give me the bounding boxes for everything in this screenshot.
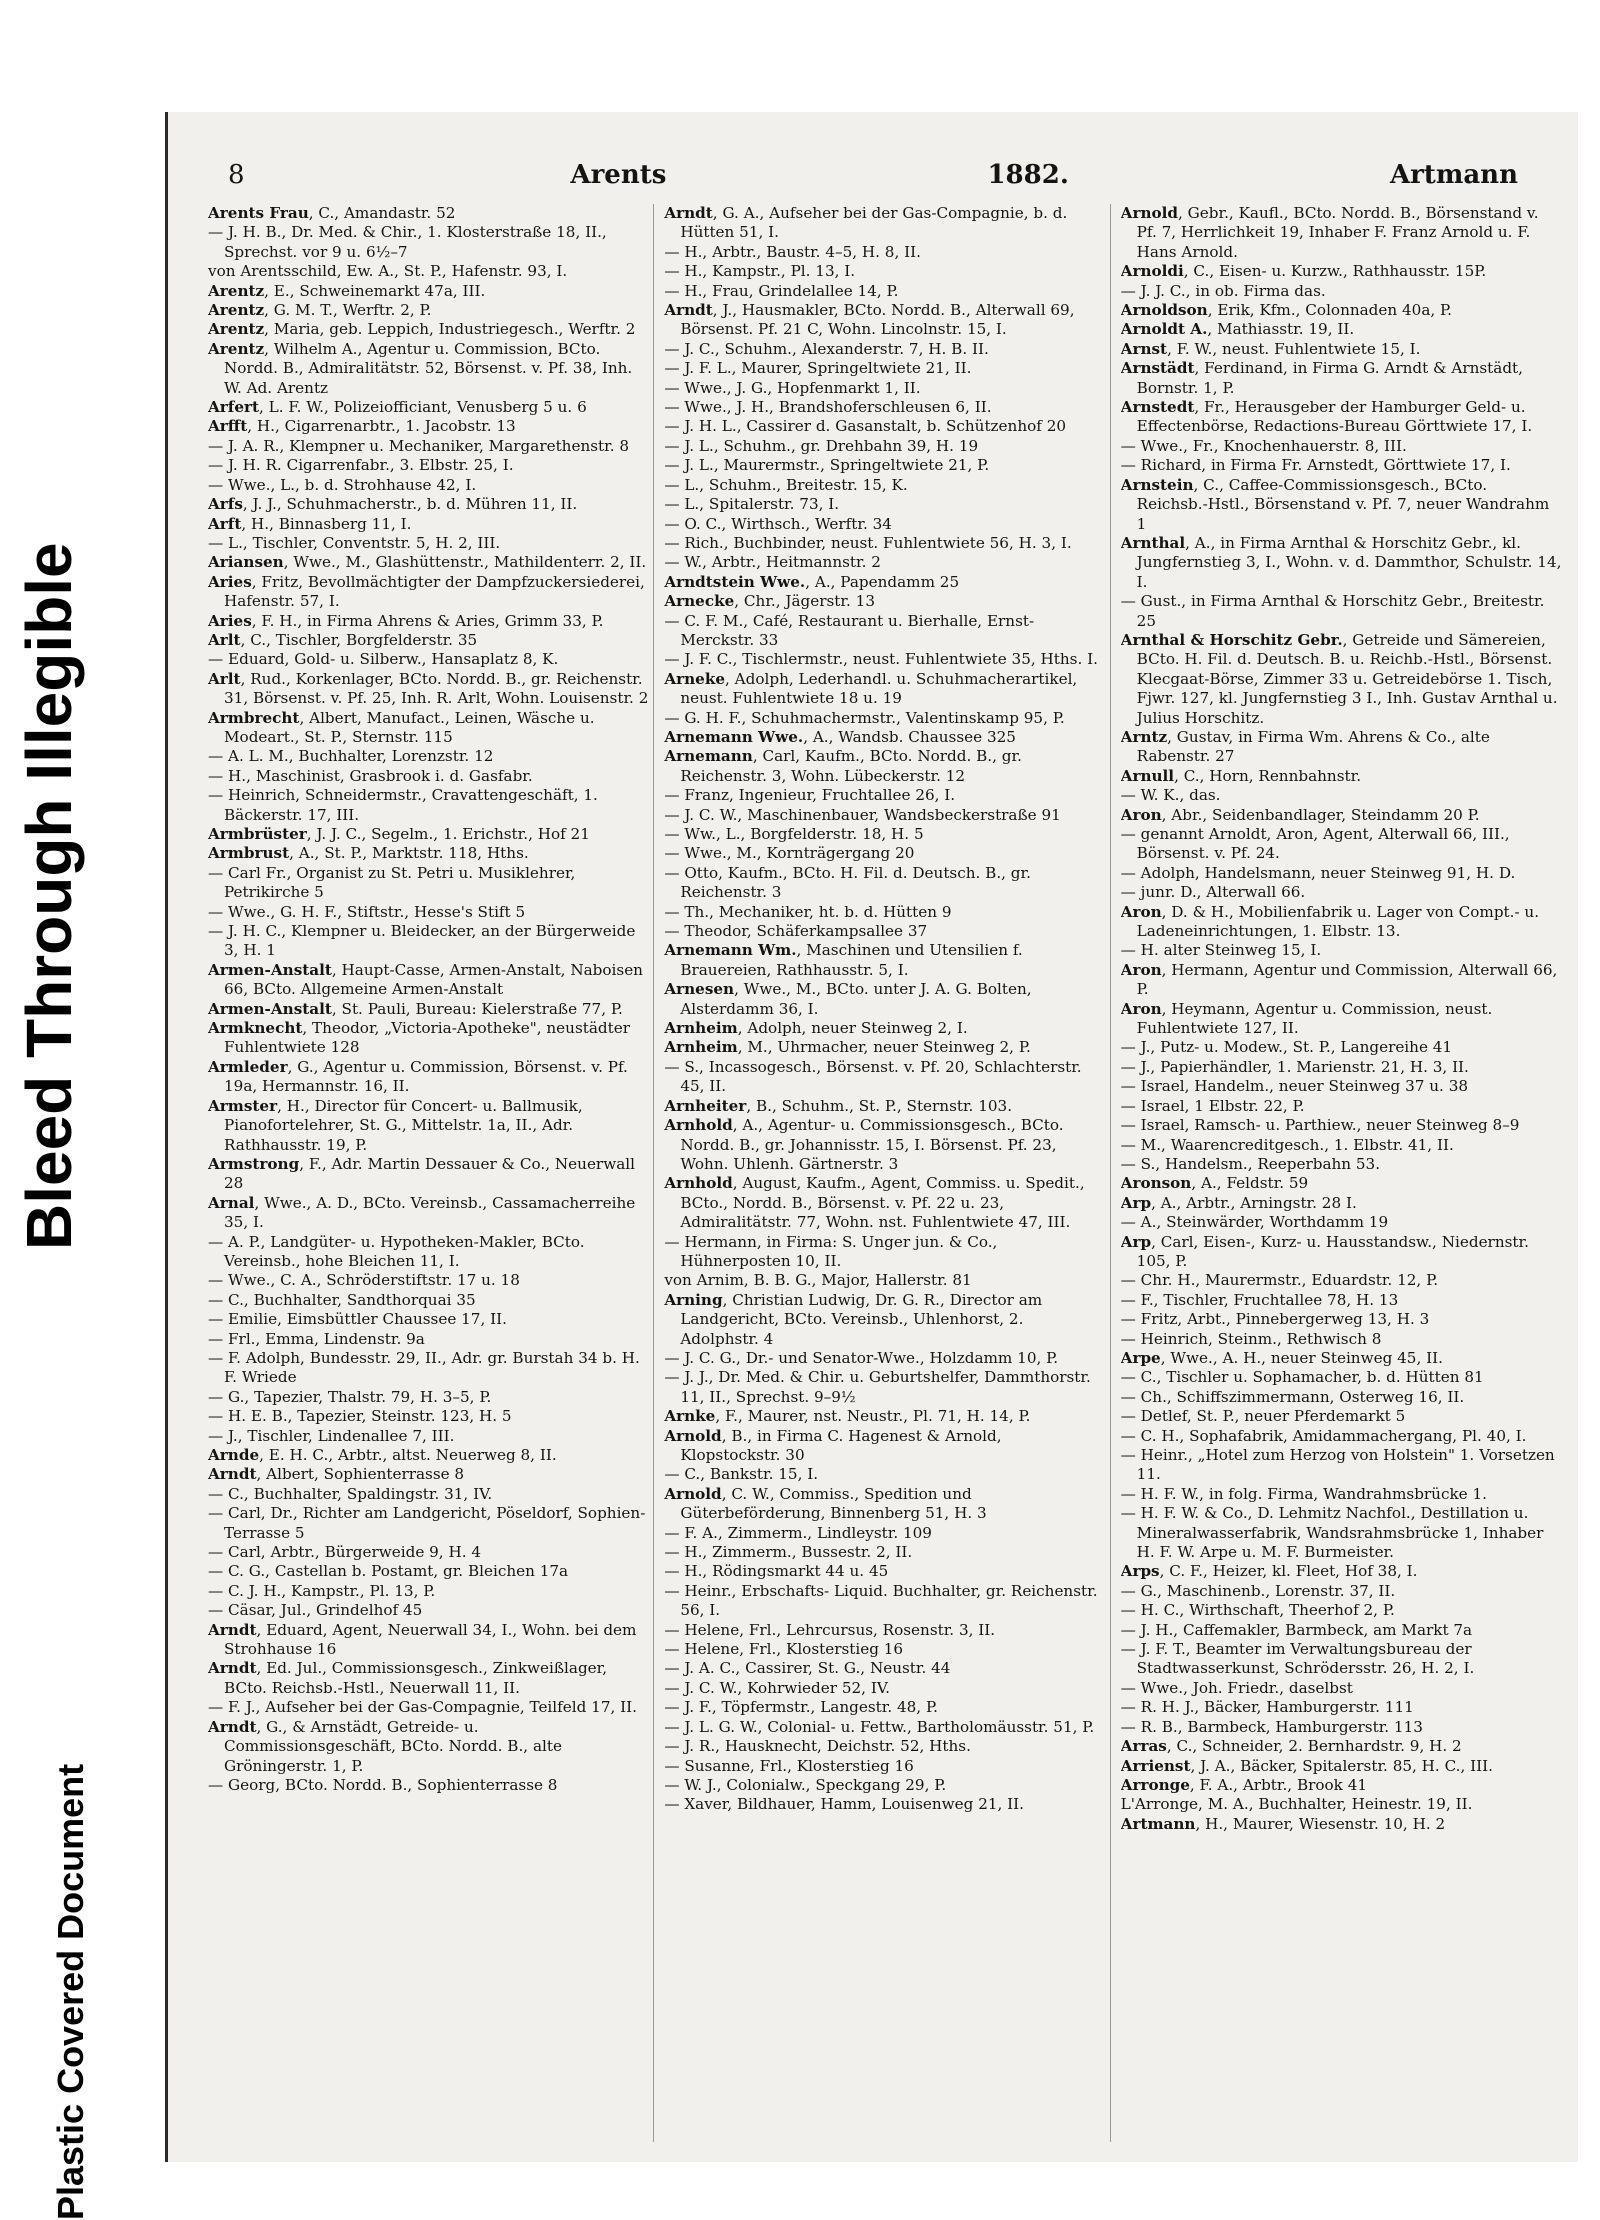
directory-entry: — Cäsar, Jul., Grindelhof 45 <box>208 1601 423 1620</box>
directory-entry: Arndt, G. A., Aufseher bei der Gas-Compagnie, b. d. Hütten 51, I. <box>664 204 1068 242</box>
directory-entry: Arnde, E. H. C., Arbtr., altst. Neuerweg 8, II. <box>208 1446 557 1464</box>
directory-entry: — O. C., Wirthsch., Werftr. 34 <box>664 514 892 533</box>
directory-entry: Armleder, G., Agentur u. Commission, Börsenst. v. Pf. 19a, Hermannstr. 16, II. <box>208 1057 628 1096</box>
directory-entry: Arndt, Albert, Sophienterrasse 8 <box>208 1465 465 1484</box>
directory-entry: Arndt, Ed. Jul., Commissionsgesch., Zinkweißlager, BCto. Reichsb.-Hstl., Neuerwall 11, II. <box>208 1659 608 1697</box>
directory-entry: — J. C. G., Dr.- und Senator-Wwe., Holzdamm 10, P. <box>664 1348 1059 1367</box>
directory-entry: — J. H. C., Klempner u. Bleidecker, an der Bürgerweide 3, H. 1 <box>208 922 636 960</box>
directory-entry: Artmann, H., Maurer, Wiesenstr. 10, H. 2 <box>1120 1814 1446 1833</box>
directory-entry: — Xaver, Bildhauer, Hamm, Louisenweg 21, II. <box>664 1795 1025 1814</box>
directory-entry: Arndtstein Wwe., A., Papendamm 25 <box>664 572 960 591</box>
directory-entry: von Arentsschild, Ew. A., St. P., Hafenstr. 93, I. <box>208 262 568 281</box>
column-1 <box>208 204 654 2142</box>
directory-entry: Armknecht, Theodor, „Victoria-Apotheke", neustädter Fuhlentwiete 128 <box>208 1019 630 1057</box>
directory-entry: Arlt, C., Tischler, Borgfelderstr. 35 <box>208 630 478 649</box>
directory-entry: — L., Tischler, Conventstr. 5, H. 2, III. <box>208 533 501 552</box>
directory-entry: — J. C. W., Maschinenbauer, Wandsbeckerstraße 91 <box>664 805 1061 824</box>
directory-entry: Arps, C. F., Heizer, kl. Fleet, Hof 38, I. <box>1120 1562 1418 1581</box>
directory-entry: Arnke, F., Maurer, nst. Neustr., Pl. 71, H. 14, P. <box>664 1407 1031 1426</box>
running-head <box>228 157 1558 193</box>
directory-entry: Arndt, J., Hausmakler, BCto. Nordd. B., Alterwall 69, Börsenst. Pf. 21 C, Wohn. Lincolnstr. 15, I. <box>664 301 1075 339</box>
directory-entry: Ariansen, Wwe., M., Glashüttenstr., Mathildenterr. 2, II. <box>208 553 647 572</box>
directory-entry: — Adolph, Handelsmann, neuer Steinweg 91, H. D. <box>1120 863 1516 882</box>
directory-entry: — Frl., Emma, Lindenstr. 9a <box>208 1329 425 1348</box>
directory-entry: — J. F., Töpfermstr., Langestr. 48, P. <box>664 1698 938 1717</box>
directory-entry: — J., Papierhändler, 1. Marienstr. 21, H. 3, II. <box>1120 1057 1469 1076</box>
directory-entry: — L., Schuhm., Breitestr. 15, K. <box>664 475 908 494</box>
directory-entry: — J. L. G. W., Colonial- u. Fettw., Bartholomäusstr. 51, P. <box>664 1717 1095 1736</box>
directory-entry: — H., Zimmerm., Bussestr. 2, II. <box>664 1543 913 1562</box>
directory-entry: — Theodor, Schäferkampsallee 37 <box>664 922 928 941</box>
directory-entry: — H., Kampstr., Pl. 13, I. <box>664 262 856 281</box>
directory-entry: Aries, Fritz, Bevollmächtigter der Dampfzuckersiederei, Hafenstr. 57, I. <box>208 572 645 611</box>
directory-entry: Arnhold, A., Agentur- u. Commissionsgesch., BCto. Nordd. B., gr. Johannisstr. 15, I. Börsenst. Pf. 23, Wohn. Uhlenh. Gärtnerstr. 3 <box>664 1116 1064 1173</box>
directory-entry: — Richard, in Firma Fr. Arnstedt, Görttwiete 17, I. <box>1120 456 1511 475</box>
directory-entry: Arnst, F. W., neust. Fuhlentwiete 15, I. <box>1120 339 1421 358</box>
directory-entry: Arnold, C. W., Commiss., Spedition und Güterbeförderung, Binnenberg 51, H. 3 <box>664 1484 987 1523</box>
column-3 <box>1121 204 1566 2142</box>
directory-entry: Arnthal, A., in Firma Arnthal & Horschitz Gebr., kl. Jungfernstieg 3, I., Wohn. v. d. Dammthor, Schulstr. 14, I. <box>1120 533 1562 591</box>
directory-entry: Arfert, L. F. W., Polizeiofficiant, Venusberg 5 u. 6 <box>208 398 587 417</box>
directory-entry: — genannt Arnoldt, Aron, Agent, Alterwall 66, III., Börsenst. v. Pf. 24. <box>1120 825 1510 863</box>
directory-entry: Arneke, Adolph, Lederhandl. u. Schuhmacherartikel, neust. Fuhlentwiete 18 u. 19 <box>664 669 1078 708</box>
directory-entry: — C. J. H., Kampstr., Pl. 13, P. <box>208 1581 436 1600</box>
directory-entry: — H., Frau, Grindelallee 14, P. <box>664 281 899 300</box>
directory-entry: — S., Incassogesch., Börsenst. v. Pf. 20, Schlachterstr. 45, II. <box>664 1057 1082 1096</box>
directory-entry: — Wwe., J. G., Hopfenmarkt 1, II. <box>664 378 921 397</box>
directory-entry: — Franz, Ingenieur, Fruchtallee 26, I. <box>664 786 956 805</box>
directory-entry: — R. H. J., Bäcker, Hamburgerstr. 111 <box>1120 1698 1414 1717</box>
directory-entry: — J., Putz- u. Modew., St. P., Langereihe 41 <box>1120 1038 1453 1057</box>
directory-entry: — Wwe., C. A., Schröderstiftstr. 17 u. 18 <box>208 1271 520 1290</box>
directory-entry: — Israel, 1 Elbstr. 22, P. <box>1120 1096 1305 1115</box>
directory-entry: Arnoldt A., Mathiasstr. 19, II. <box>1120 320 1355 339</box>
directory-entry: — C., Tischler u. Sophamacher, b. d. Hütten 81 <box>1120 1368 1484 1387</box>
plastic-covered-label: Plastic Covered Document <box>50 1763 91 2220</box>
directory-entry: — C. G., Castellan b. Postamt, gr. Bleichen 17a <box>208 1562 569 1581</box>
directory-entry: Armster, H., Director für Concert- u. Ballmusik, Pianofortelehrer, St. G., Mittelstr. 1a, II., Adr. Rathhausstr. 19, P. <box>208 1096 583 1154</box>
directory-entry: — Wwe., Fr., Knochenhauerstr. 8, III. <box>1120 436 1407 455</box>
directory-entry: — J. C., Schuhm., Alexanderstr. 7, H. B. II. <box>664 339 989 358</box>
bleed-through-label: Bleed Through Illegible <box>13 542 85 1250</box>
directory-entry: — L., Spitalerstr. 73, I. <box>664 495 840 514</box>
directory-entry: Arft, H., Binnasberg 11, I. <box>208 514 412 533</box>
directory-entry: — Heinr., „Hotel zum Herzog von Holstein" 1. Vorsetzen 11. <box>1120 1446 1555 1484</box>
directory-entry: — Wwe., G. H. F., Stiftstr., Hesse's Stift 5 <box>208 902 526 921</box>
directory-entry: — J. H. L., Cassirer d. Gasanstalt, b. Schützenhof 20 <box>664 417 1067 436</box>
directory-entry: — W. K., das. <box>1120 786 1221 805</box>
directory-page <box>165 112 1578 2162</box>
directory-entry: — J. L., Maurermstr., Springeltwiete 21, P. <box>664 456 990 475</box>
directory-entry: — Israel, Ramsch- u. Parthiew., neuer Steinweg 8–9 <box>1120 1116 1520 1135</box>
directory-entry: Arentz, E., Schweinemarkt 47a, III. <box>208 281 486 300</box>
directory-entry: Arentz, G. M. T., Werftr. 2, P. <box>208 301 432 320</box>
directory-entry: — Heinrich, Steinm., Rethwisch 8 <box>1120 1329 1382 1348</box>
directory-entry: Armbrüster, J. J. C., Segelm., 1. Erichstr., Hof 21 <box>208 825 590 843</box>
directory-entry: — J., Tischler, Lindenallee 7, III. <box>208 1426 455 1445</box>
directory-entry: Arfs, J. J., Schuhmacherstr., b. d. Mühren 11, II. <box>208 495 578 514</box>
directory-entry: Arnemann Wwe., A., Wandsb. Chaussee 325 <box>664 727 1016 746</box>
directory-entry: — G., Tapezier, Thalstr. 79, H. 3–5, P. <box>208 1387 492 1406</box>
directory-entry: Arnstädt, Ferdinand, in Firma G. Arndt & Arnstädt, Bornstr. 1, P. <box>1120 359 1523 397</box>
directory-entry: — Rich., Buchbinder, neust. Fuhlentwiete 56, H. 3, I. <box>664 533 1072 552</box>
directory-entry: — F., Tischler, Fruchtallee 78, H. 13 <box>1120 1290 1399 1309</box>
directory-entry: — J. C. W., Kohrwieder 52, IV. <box>664 1678 890 1697</box>
directory-entry: — Wwe., M., Kornträgergang 20 <box>664 844 915 863</box>
directory-entry: Arp, Carl, Eisen-, Kurz- u. Hausstandsw., Niedernstr. 105, P. <box>1120 1232 1529 1270</box>
directory-entry: Arlt, Rud., Korkenlager, BCto. Nordd. B., gr. Reichenstr. 31, Börsenst. v. Pf. 25, Inh. R. Arlt, Wohn. Louisenstr. 2 <box>208 669 649 708</box>
directory-entry: — Helene, Frl., Klosterstieg 16 <box>664 1640 904 1659</box>
directory-entry: — H. F. W., in folg. Firma, Wandrahmsbrücke 1. <box>1120 1484 1487 1503</box>
directory-entry: Armen-Anstalt, St. Pauli, Bureau: Kielerstraße 77, P. <box>208 999 623 1018</box>
directory-entry: Arnoldson, Erik, Kfm., Colonnaden 40a, P. <box>1120 301 1453 320</box>
directory-entry: — G. H. F., Schuhmachermstr., Valentinskamp 95, P. <box>664 708 1065 727</box>
directory-entry: — J. F. T., Beamter im Verwaltungsbureau der Stadtwasserkunst, Schrödersstr. 26, H. 2, I. <box>1120 1640 1475 1678</box>
directory-entry: — Helene, Frl., Lehrcursus, Rosenstr. 3, II. <box>664 1620 996 1639</box>
directory-entry: Arning, Christian Ludwig, Dr. G. R., Director am Landgericht, BCto. Vereinsb., Uhlenhorst, 2. Adolphstr. 4 <box>664 1290 1043 1348</box>
directory-entry: Arentz, Wilhelm A., Agentur u. Commission, BCto. Nordd. B., Admiralitätstr. 52, Börsenst. v. Pf. 38, Inh. W. Ad. Arentz <box>208 339 633 397</box>
directory-entry: — F. J., Aufseher bei der Gas-Compagnie, Teilfeld 17, II. <box>208 1698 637 1717</box>
directory-entry: von Arnim, B. B. G., Major, Hallerstr. 81 <box>664 1271 972 1290</box>
header-year: 1882. <box>987 160 1069 190</box>
directory-entry: Arents Frau, C., Amandastr. 52 <box>208 204 456 222</box>
directory-entry: — C., Bankstr. 15, I. <box>664 1465 819 1484</box>
directory-entry: — J. J. C., in ob. Firma das. <box>1120 281 1326 300</box>
page-number: 8 <box>228 160 245 190</box>
header-right-word: Artmann <box>1389 160 1518 190</box>
directory-entry: — J. H., Caffemakler, Barmbeck, am Markt 7a <box>1120 1620 1473 1639</box>
directory-entry: — Fritz, Arbt., Pinnebergerweg 13, H. 3 <box>1120 1310 1430 1329</box>
directory-entry: Arronge, F. A., Arbtr., Brook 41 <box>1120 1775 1368 1794</box>
directory-entry: — R. B., Barmbeck, Hamburgerstr. 113 <box>1120 1717 1423 1736</box>
directory-entry: Arpe, Wwe., A. H., neuer Steinweg 45, II. <box>1120 1348 1443 1367</box>
directory-entry: Arnoldi, C., Eisen- u. Kurzw., Rathhausstr. 15P. <box>1120 262 1487 281</box>
directory-entry: — A. P., Landgüter- u. Hypotheken-Makler, BCto. Vereinsb., hohe Bleichen 11, I. <box>208 1232 585 1270</box>
directory-entry: — Th., Mechaniker, ht. b. d. Hütten 9 <box>664 902 952 921</box>
directory-entry: Arnheiter, B., Schuhm., St. P., Sternstr. 103. <box>664 1096 1013 1115</box>
directory-entry: — J. H. R. Cigarrenfabr., 3. Elbstr. 25, I. <box>208 456 514 475</box>
directory-entry: Arnold, Gebr., Kaufl., BCto. Nordd. B., Börsenstand v. Pf. 7, Herrlichkeit 19, Inhaber F. Franz Arnold u. F. Hans Arnold. <box>1120 204 1539 261</box>
directory-entry: — Gust., in Firma Arnthal & Horschitz Gebr., Breitestr. 25 <box>1120 592 1545 630</box>
directory-entry: — Israel, Handelm., neuer Steinweg 37 u. 38 <box>1120 1077 1469 1096</box>
directory-entry: Arnal, Wwe., A. D., BCto. Vereinsb., Cassamacherreihe 35, I. <box>208 1193 636 1232</box>
directory-entry: — J. A. C., Cassirer, St. G., Neustr. 44 <box>664 1659 951 1678</box>
directory-entry: Arnemann, Carl, Kaufm., BCto. Nordd. B., gr. Reichenstr. 3, Wohn. Lübeckerstr. 12 <box>664 747 1022 785</box>
directory-entry: — J. H. B., Dr. Med. & Chir., 1. Klosterstraße 18, II., Sprechst. vor 9 u. 6½–7 <box>208 223 607 261</box>
directory-entry: — Wwe., Joh. Friedr., daselbst <box>1120 1678 1353 1697</box>
directory-entry: Arnold, B., in Firma C. Hagenest & Arnold, Klopstockstr. 30 <box>664 1426 1002 1464</box>
directory-entry: — Chr. H., Maurermstr., Eduardstr. 12, P. <box>1120 1271 1439 1290</box>
directory-entry: Arnhold, August, Kaufm., Agent, Commiss. u. Spedit., BCto., Nordd. B., Börsenst. v. Pf. 22 u. 23, Admiralitätstr. 77, Wohn. nst. Fuhlentwiete 47, III. <box>664 1174 1085 1232</box>
directory-entry: Arfft, H., Cigarrenarbtr., 1. Jacobstr. 13 <box>208 417 516 436</box>
directory-entry: — Carl, Arbtr., Bürgerweide 9, H. 4 <box>208 1543 482 1562</box>
directory-entry: — A., Steinwärder, Worthdamm 19 <box>1120 1213 1389 1232</box>
directory-entry: — H. E. B., Tapezier, Steinstr. 123, H. 5 <box>208 1407 512 1426</box>
directory-entry: Armbrust, A., St. P., Marktstr. 118, Hths. <box>208 844 529 863</box>
side-labels <box>0 0 150 2220</box>
directory-entry: Armstrong, F., Adr. Martin Dessauer & Co., Neuerwall 28 <box>208 1154 635 1193</box>
directory-entry: Aron, Heymann, Agentur u. Commission, neust. Fuhlentwiete 127, II. <box>1120 999 1493 1038</box>
directory-entry: Armbrecht, Albert, Manufact., Leinen, Wäsche u. Modeart., St. P., Sternstr. 115 <box>208 708 595 746</box>
directory-entry: — Ww., L., Borgfelderstr. 18, H. 5 <box>664 825 924 843</box>
directory-entry: — J. F. L., Maurer, Springeltwiete 21, II. <box>664 359 972 378</box>
directory-entry: — W., Arbtr., Heitmannstr. 2 <box>664 553 881 572</box>
directory-entry: — F. Adolph, Bundesstr. 29, II., Adr. gr. Burstah 34 b. H. F. Wriede <box>208 1348 640 1387</box>
directory-entry: — S., Handelsm., Reeperbahn 53. <box>1120 1154 1381 1173</box>
directory-entry: Arnheim, Adolph, neuer Steinweg 2, I. <box>664 1019 968 1038</box>
header-left-word: Arents <box>570 160 667 190</box>
directory-entry: — Carl Fr., Organist zu St. Petri u. Musiklehrer, Petrikirche 5 <box>208 863 576 902</box>
directory-entry: — J. L., Schuhm., gr. Drehbahn 39, H. 19 <box>664 436 979 455</box>
directory-entry: Aron, Hermann, Agentur und Commission, Alterwall 66, P. <box>1120 960 1558 999</box>
directory-entry: — A. L. M., Buchhalter, Lorenzstr. 12 <box>208 747 494 766</box>
directory-entry: Armen-Anstalt, Haupt-Casse, Armen-Anstalt, Naboisen 66, BCto. Allgemeine Armen-Anstalt <box>208 960 643 999</box>
directory-entry: Arentz, Maria, geb. Leppich, Industriegesch., Werftr. 2 <box>208 320 636 339</box>
directory-entry: — M., Waarencreditgesch., 1. Elbstr. 41, II. <box>1120 1135 1454 1154</box>
directory-entry: Arnecke, Chr., Jägerstr. 13 <box>664 592 875 611</box>
directory-entry: — Carl, Dr., Richter am Landgericht, Pöseldorf, Sophien-Terrasse 5 <box>208 1504 646 1542</box>
directory-entry: — junr. D., Alterwall 66. <box>1120 883 1306 902</box>
directory-entry: Arnesen, Wwe., M., BCto. unter J. A. G. Bolten, Alsterdamm 36, I. <box>664 980 1032 1018</box>
directory-entry: Arndt, Eduard, Agent, Neuerwall 34, I., Wohn. bei dem Strohhause 16 <box>208 1620 637 1659</box>
directory-entry: — H., Rödingsmarkt 44 u. 45 <box>664 1562 889 1581</box>
directory-entry: — Ch., Schiffszimmermann, Osterweg 16, II. <box>1120 1387 1465 1406</box>
directory-entry: — C. F. M., Café, Restaurant u. Bierhalle, Ernst-Merckstr. 33 <box>664 611 1035 649</box>
directory-entry: Arnthal & Horschitz Gebr., Getreide und Sämereien, BCto. H. Fil. d. Deutsch. B. u. Reichb.-Hstl., Börsenst. Klecgaat-Börse, Zimmer 33 u. Getreidebörse 1. Tisch, Fjwr. 127, kl. Jungfernstieg 3 I., Inh. Gustav Arnthal u. Julius Horschitz. <box>1120 630 1558 727</box>
directory-entry: Arnemann Wm., Maschinen und Utensilien f. Brauereien, Rathhausstr. 5, I. <box>664 941 1023 979</box>
directory-entry: — Eduard, Gold- u. Silberw., Hansaplatz 8, K. <box>208 650 559 669</box>
directory-entry: Arnull, C., Horn, Rennbahnstr. <box>1120 766 1362 785</box>
directory-entry: — Detlef, St. P., neuer Pferdemarkt 5 <box>1120 1407 1406 1426</box>
directory-entry: — Emilie, Eimsbüttler Chaussee 17, II. <box>208 1310 507 1329</box>
directory-entry: Arnstein, C., Caffee-Commissionsgesch., BCto. Reichsb.-Hstl., Börsenstand v. Pf. 7, neuer Wandrahm 1 <box>1120 475 1550 533</box>
directory-entry: — Georg, BCto. Nordd. B., Sophienterrasse 8 <box>208 1775 558 1794</box>
directory-entry: — W. J., Colonialw., Speckgang 29, P. <box>664 1775 947 1794</box>
directory-entry: — H., Arbtr., Baustr. 4–5, H. 8, II. <box>664 242 921 261</box>
directory-entry: — J. F. C., Tischlermstr., neust. Fuhlentwiete 35, Hths. I. <box>664 650 1098 669</box>
directory-entry: Arrienst, J. A., Bäcker, Spitalerstr. 85, H. C., III. <box>1120 1756 1493 1775</box>
directory-entry: — C., Buchhalter, Sandthorquai 35 <box>208 1290 476 1309</box>
directory-entry: Aries, F. H., in Firma Ahrens & Aries, Grimm 33, P. <box>208 611 604 630</box>
directory-entry: — H. alter Steinweg 15, I. <box>1120 941 1322 960</box>
directory-entry: — Susanne, Frl., Klosterstieg 16 <box>664 1756 914 1775</box>
directory-columns <box>208 204 1566 2142</box>
directory-entry: Arndt, G., & Arnstädt, Getreide- u. Commissionsgeschäft, BCto. Nordd. B., alte Gröningerstr. 1, P. <box>208 1717 562 1775</box>
directory-entry: — H., Maschinist, Grasbrook i. d. Gasfabr. <box>208 766 533 785</box>
directory-entry: Aron, D. & H., Mobilienfabrik u. Lager von Compt.- u. Ladeneinrichtungen, 1. Elbstr. 13. <box>1120 902 1540 941</box>
header-left <box>228 160 666 190</box>
directory-entry: — Hermann, in Firma: S. Unger jun. & Co., Hühnerposten 10, II. <box>664 1232 998 1270</box>
directory-entry: — H. C., Wirthschaft, Theerhof 2, P. <box>1120 1601 1395 1620</box>
directory-entry: Aronson, A., Feldstr. 59 <box>1120 1174 1309 1193</box>
directory-entry: Arp, A., Arbtr., Arningstr. 28 I. <box>1120 1193 1357 1212</box>
directory-entry: — H. F. W. & Co., D. Lehmitz Nachfol., Destillation u. Mineralwasserfabrik, Wandsrahmsbrücke 1, Inhaber H. F. W. Arpe u. M. F. Burmeister. <box>1120 1504 1544 1562</box>
directory-entry: Arnheim, M., Uhrmacher, neuer Steinweg 2, P. <box>664 1038 1031 1057</box>
directory-entry: Arras, C., Schneider, 2. Bernhardstr. 9, H. 2 <box>1120 1737 1462 1756</box>
directory-entry: — Heinrich, Schneidermstr., Cravattengeschäft, 1. Bäckerstr. 17, III. <box>208 786 598 824</box>
directory-entry: — J. J., Dr. Med. & Chir. u. Geburtshelfer, Dammthorstr. 11, II., Sprechst. 9–9½ <box>664 1368 1091 1406</box>
directory-entry: — F. A., Zimmerm., Lindleystr. 109 <box>664 1523 932 1542</box>
directory-entry: — Wwe., L., b. d. Strohhause 42, I. <box>208 475 477 494</box>
directory-entry: L'Arronge, M. A., Buchhalter, Heinestr. 19, II. <box>1120 1795 1473 1814</box>
directory-entry: — C. H., Sophafabrik, Amidammachergang, Pl. 40, I. <box>1120 1426 1527 1445</box>
directory-entry: — Wwe., J. H., Brandshoferschleusen 6, II. <box>664 398 992 417</box>
directory-entry: Arntz, Gustav, in Firma Wm. Ahrens & Co., alte Rabenstr. 27 <box>1120 727 1490 766</box>
directory-entry: — J. R., Hausknecht, Deichstr. 52, Hths. <box>664 1737 971 1756</box>
directory-entry: Arnstedt, Fr., Herausgeber der Hamburger Geld- u. Effectenbörse, Redactions-Bureau Görttwiete 17, I. <box>1120 398 1533 436</box>
directory-entry: Aron, Abr., Seidenbandlager, Steindamm 20 P. <box>1120 805 1480 824</box>
directory-entry: — G., Maschinenb., Lorenstr. 37, II. <box>1120 1581 1396 1600</box>
directory-entry: — Heinr., Erbschafts- Liquid. Buchhalter, gr. Reichenstr. 56, I. <box>664 1581 1098 1620</box>
column-2 <box>664 204 1110 2142</box>
directory-entry: — J. A. R., Klempner u. Mechaniker, Margarethenstr. 8 <box>208 436 630 455</box>
directory-entry: — C., Buchhalter, Spaldingstr. 31, IV. <box>208 1484 493 1503</box>
directory-entry: — Otto, Kaufm., BCto. H. Fil. d. Deutsch. B., gr. Reichenstr. 3 <box>664 863 1031 902</box>
